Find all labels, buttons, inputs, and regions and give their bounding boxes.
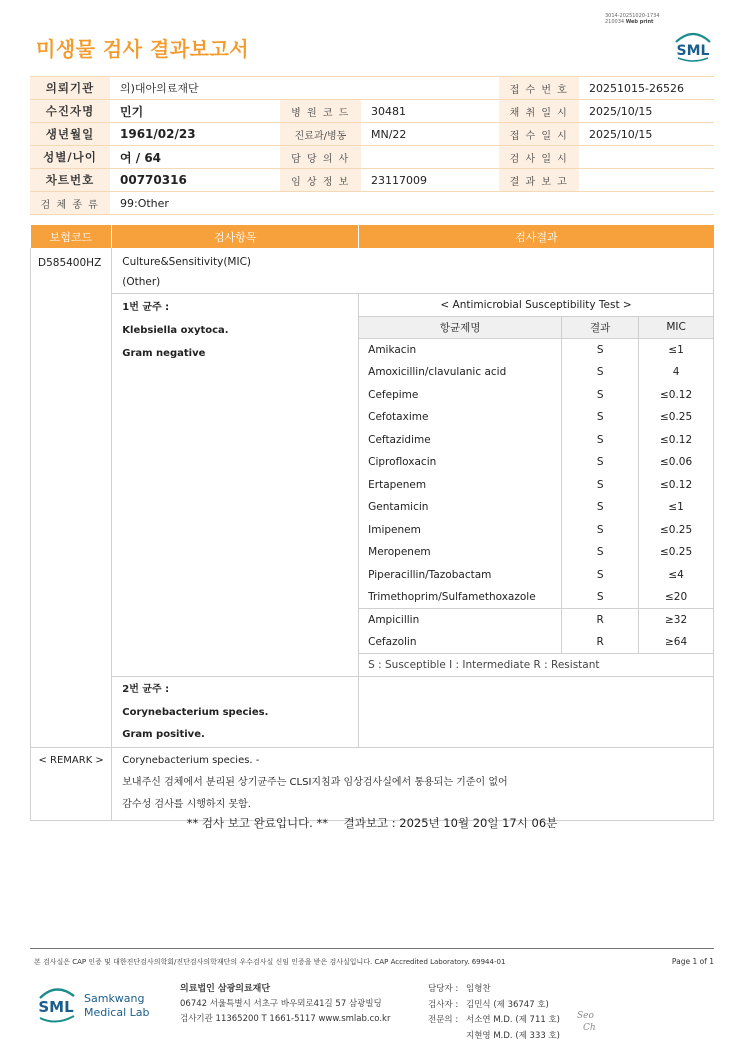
- ast-drug-name: Amikacin: [368, 344, 417, 356]
- clinical-label: 임 상 정 보: [280, 169, 361, 192]
- institution-label: 의뢰기관: [30, 77, 110, 100]
- test-name-main: Culture&Sensitivity(MIC): [122, 256, 252, 268]
- ast-drug-mic: ≥64: [639, 631, 713, 654]
- ast-cell: [359, 293, 714, 677]
- ast-drug-row: [359, 564, 713, 587]
- info-row: [30, 192, 714, 215]
- ast-drug-row: [359, 474, 713, 497]
- manager-row: [428, 982, 560, 998]
- org-contact: 검사기관 11365200 T 1661-5117 www.smlab.co.kr: [180, 1014, 391, 1024]
- tester-name: 김민식 (제 36747 호): [466, 999, 549, 1010]
- remark-row: [31, 747, 714, 820]
- clinical-value: 23117009: [361, 169, 499, 192]
- ast-drug-result: S: [562, 541, 639, 564]
- ast-drug-result: R: [562, 631, 639, 654]
- receipt-no-value: 20251015-26526: [579, 77, 714, 100]
- ast-drug-name: Gentamicin: [368, 501, 429, 514]
- ast-col-result: 결과: [562, 316, 639, 339]
- remark-line2: 보내주신 검체에서 분리된 상기균주는 CLSI지침과 임상검사실에서 통용되는 기준이 없어: [122, 776, 508, 788]
- institution-value: 의)대아의료재단: [110, 77, 499, 100]
- org-name: 의료법인 삼광의료재단: [180, 984, 271, 994]
- specialist-label: 전문의 :: [428, 1015, 459, 1025]
- ast-drug-row: [359, 429, 713, 452]
- patient-info-table: [30, 76, 714, 215]
- ast-drug-name: Ertapenem: [368, 478, 427, 491]
- tester-label: 검사자 :: [428, 999, 459, 1010]
- organism1-gram: Gram negative: [122, 347, 206, 359]
- ast-drug-name: Piperacillin/Tazobactam: [368, 568, 492, 581]
- ast-legend-row: [359, 654, 713, 677]
- receipt-date-value: 2025/10/15: [579, 123, 714, 146]
- hospital-code-label: 병 원 코 드: [280, 100, 361, 123]
- ast-drug-mic: ≤0.12: [639, 429, 713, 452]
- completion-line: [0, 815, 744, 831]
- chart-value: 00770316: [110, 169, 280, 192]
- birth-value: 1961/02/23: [110, 123, 280, 146]
- test-date-label: 검 사 일 시: [499, 146, 579, 169]
- ast-drug-mic: ≤1: [639, 496, 713, 519]
- samkwang-logo-icon: [36, 980, 156, 1028]
- signature-1: Seo: [577, 1011, 594, 1021]
- ast-drug-row: [359, 384, 713, 407]
- ast-drug-row: [359, 339, 713, 362]
- samkwang-logo-line1: Samkwang: [84, 992, 145, 1005]
- ast-body: [359, 339, 713, 654]
- doctor-label: 담 당 의 사: [280, 146, 361, 169]
- footer-divider: [30, 948, 714, 949]
- results-table: [30, 225, 714, 821]
- remark-label: < REMARK >: [31, 747, 112, 820]
- test-row: [31, 248, 714, 293]
- ast-drug-result: S: [562, 519, 639, 542]
- ast-drug-result: R: [562, 609, 639, 632]
- specimen-label: 검 체 종 류: [30, 192, 110, 215]
- collect-date-value: 2025/10/15: [579, 100, 714, 123]
- ast-drug-row: [359, 541, 713, 564]
- ast-drug-name: Meropenem: [368, 546, 431, 559]
- ast-drug-row: [359, 406, 713, 429]
- insurance-code: D585400HZ: [31, 248, 112, 747]
- ast-header-row: [359, 316, 713, 339]
- sex-age-label: 성별/나이: [30, 146, 110, 169]
- doctor-value: [361, 146, 499, 169]
- completion-status: ** 검사 보고 완료입니다. **: [186, 816, 328, 830]
- organism2: [112, 677, 359, 748]
- info-row: [30, 169, 714, 192]
- manager-label: 담당자 :: [428, 984, 459, 994]
- receipt-no-label: 접 수 번 호: [499, 77, 579, 100]
- specimen-value: 99:Other: [110, 192, 714, 215]
- report-title: 미생물 검사 결과보고서: [36, 37, 250, 61]
- specialist1-name: 서소연 M.D. (제 711 호): [466, 1015, 561, 1025]
- ast-drug-name: Trimethoprim/Sulfamethoxazole: [368, 591, 536, 603]
- ast-drug-result: S: [562, 451, 639, 474]
- ast-drug-name: Ceftazidime: [368, 433, 431, 446]
- col-insurance-code: 보험코드: [31, 225, 112, 248]
- test-date-value: [579, 146, 714, 169]
- ast-drug-name: Imipenem: [368, 523, 421, 536]
- test-name-sub: (Other): [122, 276, 161, 288]
- organism2-name: Corynebacterium species.: [122, 706, 269, 718]
- ast-drug-name: Cefepime: [368, 388, 419, 401]
- ast-drug-row: [359, 451, 713, 474]
- sex-age-value: 여 / 64: [110, 146, 280, 169]
- tester-row: [428, 998, 560, 1014]
- signature-2: Ch: [583, 1023, 596, 1033]
- organism2-label: 2번 균주 :: [122, 684, 170, 695]
- ast-drug-mic: ≤4: [639, 564, 713, 587]
- ast-drug-mic: ≥32: [639, 609, 713, 632]
- ast-drug-mic: ≤1: [639, 339, 713, 362]
- ast-drug-mic: ≤20: [639, 586, 713, 609]
- col-test-item: 검사항목: [112, 225, 359, 248]
- ast-drug-row: [359, 519, 713, 542]
- receipt-date-label: 접 수 일 시: [499, 123, 579, 146]
- ast-drug-name: Ciprofloxacin: [368, 456, 437, 469]
- sml-logo-icon: [672, 28, 714, 62]
- staff-info: [428, 982, 560, 1044]
- info-row: [30, 146, 714, 169]
- info-row: [30, 77, 714, 100]
- dept-label: 진료과/병동: [280, 123, 361, 146]
- ast-drug-result: S: [562, 361, 639, 384]
- ast-drug-result: S: [562, 474, 639, 497]
- organization-info: [180, 982, 390, 1027]
- info-row: [30, 123, 714, 146]
- organism2-result: [359, 677, 714, 748]
- ast-drug-name: Ampicillin: [359, 609, 562, 632]
- specialist2-name: 지현영 M.D. (제 333 호): [466, 1030, 561, 1041]
- ast-drug-name: Cefotaxime: [368, 411, 429, 424]
- ast-drug-row: [359, 609, 713, 632]
- samkwang-logo-mark: SML: [38, 998, 74, 1016]
- ast-drug-mic: ≤0.06: [639, 451, 713, 474]
- document-code-line1: 3014-20251020-1734: [605, 13, 660, 19]
- ast-drug-result: S: [562, 429, 639, 452]
- report-time: 결과보고 : 2025년 10월 20일 17시 06분: [343, 816, 558, 830]
- ast-col-mic: MIC: [639, 316, 713, 339]
- ast-drug-mic: ≤0.12: [639, 474, 713, 497]
- ast-drug-name: Amoxicillin/clavulanic acid: [368, 366, 507, 379]
- ast-drug-mic: 4: [639, 361, 713, 384]
- hospital-code-value: 30481: [361, 100, 499, 123]
- ast-title-row: [359, 294, 713, 317]
- samkwang-logo-line2: Medical Lab: [84, 1006, 150, 1019]
- ast-drug-mic: ≤0.25: [639, 541, 713, 564]
- birth-label: 생년월일: [30, 123, 110, 146]
- ast-table: [359, 294, 713, 677]
- ast-drug-result: S: [562, 564, 639, 587]
- accreditation-note: 본 검사실은 CAP 인증 및 대한진단검사의학회/진단검사의학재단의 우수검사실 신임 인증을 받은 검사실입니다. CAP Accredited Laboratory. 69944-01: [34, 958, 506, 966]
- ast-drug-result: S: [562, 496, 639, 519]
- col-test-result: 검사결과: [359, 225, 714, 248]
- document-code-line2: 210034 Web print: [605, 19, 654, 25]
- ast-col-drug: 항균제명: [359, 316, 562, 339]
- dept-value: MN/22: [361, 123, 499, 146]
- organism1-name: Klebsiella oxytoca.: [122, 324, 229, 336]
- ast-drug-mic: ≤0.12: [639, 384, 713, 407]
- ast-drug-result: S: [562, 406, 639, 429]
- ast-drug-row: [359, 586, 713, 609]
- ast-drug-result: S: [562, 339, 639, 362]
- remark-line1: Corynebacterium species. -: [122, 754, 260, 766]
- ast-drug-mic: ≤0.25: [639, 519, 713, 542]
- organism1: [112, 293, 359, 677]
- report-label: 결 과 보 고: [499, 169, 579, 192]
- manager-name: 임형찬: [466, 984, 491, 994]
- ast-title: < Antimicrobial Susceptibility Test >: [359, 294, 713, 317]
- ast-drug-row: [359, 361, 713, 384]
- ast-drug-row: [359, 631, 713, 654]
- page-number: Page 1 of 1: [671, 957, 714, 966]
- organism1-label: 1번 균주 :: [122, 301, 170, 313]
- results-header: [31, 225, 714, 248]
- ast-drug-result: S: [562, 384, 639, 407]
- chart-label: 차트번호: [30, 169, 110, 192]
- organism1-row: [31, 293, 714, 677]
- signature: [577, 1010, 596, 1034]
- ast-drug-name: Cefazolin: [368, 636, 417, 648]
- info-row: [30, 100, 714, 123]
- organism2-gram: Gram positive.: [122, 729, 205, 740]
- specialist-row: [428, 1013, 560, 1029]
- test-name: [112, 248, 714, 293]
- organism2-row: [31, 677, 714, 748]
- sml-logo-text: SML: [676, 43, 710, 59]
- org-address: 06742 서울특별시 서초구 바우뫼로41길 57 삼광빌딩: [180, 999, 382, 1009]
- remark-content: [112, 747, 714, 820]
- ast-drug-result: S: [562, 586, 639, 609]
- collect-date-label: 채 취 일 시: [499, 100, 579, 123]
- name-label: 수진자명: [30, 100, 110, 123]
- remark-line3: 감수성 검사를 시행하지 못함.: [122, 798, 251, 810]
- ast-legend: S : Susceptible I : Intermediate R : Resistant: [359, 654, 713, 677]
- ast-drug-mic: ≤0.25: [639, 406, 713, 429]
- name-value: 민기: [110, 100, 280, 123]
- ast-drug-row: [359, 496, 713, 519]
- report-value: [579, 169, 714, 192]
- specialist2-row: [428, 1029, 560, 1045]
- document-code: [605, 13, 660, 25]
